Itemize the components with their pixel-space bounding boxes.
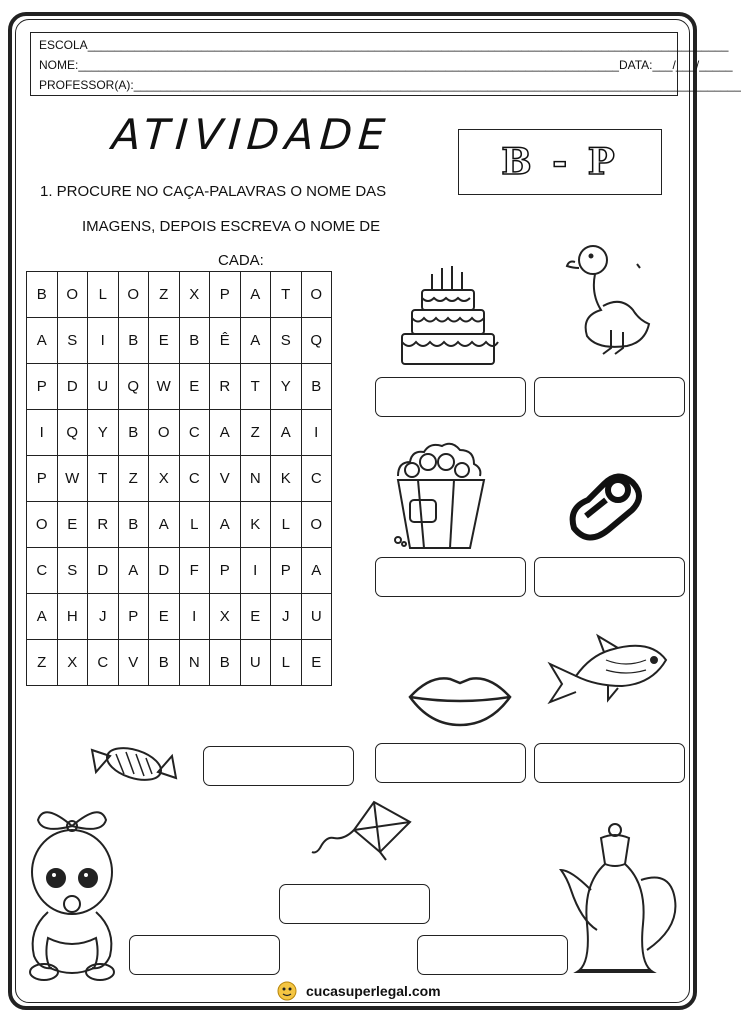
cake-icon	[398, 264, 498, 370]
grid-cell[interactable]: B	[118, 318, 149, 364]
word-search-grid	[26, 271, 332, 686]
grid-cell[interactable]: U	[240, 640, 271, 686]
grid-cell[interactable]: A	[118, 548, 149, 594]
grid-cell[interactable]: A	[149, 502, 180, 548]
name-line: NOME:_________________________________________________________________________________DATA:___/___/_____	[39, 58, 733, 72]
grid-cell[interactable]: A	[301, 548, 332, 594]
grid-cell[interactable]: Y	[88, 410, 119, 456]
grid-cell[interactable]: L	[271, 640, 302, 686]
grid-row	[27, 456, 332, 502]
grid-cell[interactable]: A	[240, 318, 271, 364]
grid-cell[interactable]: A	[271, 410, 302, 456]
grid-cell[interactable]: B	[179, 318, 210, 364]
answer-box-teapot[interactable]	[417, 935, 568, 975]
grid-cell[interactable]: W	[57, 456, 88, 502]
grid-cell[interactable]: R	[88, 502, 119, 548]
grid-cell[interactable]: U	[88, 364, 119, 410]
grid-cell[interactable]: N	[240, 456, 271, 502]
grid-cell[interactable]: P	[118, 594, 149, 640]
grid-cell[interactable]: I	[301, 410, 332, 456]
grid-cell[interactable]: D	[88, 548, 119, 594]
grid-cell[interactable]: Z	[149, 272, 180, 318]
grid-cell[interactable]: P	[210, 548, 241, 594]
grid-cell[interactable]: W	[149, 364, 180, 410]
grid-cell[interactable]: D	[57, 364, 88, 410]
grid-cell[interactable]: K	[240, 502, 271, 548]
grid-cell[interactable]: S	[57, 548, 88, 594]
grid-cell[interactable]: Z	[118, 456, 149, 502]
grid-cell[interactable]: L	[179, 502, 210, 548]
grid-cell[interactable]: Ê	[210, 318, 241, 364]
grid-cell[interactable]: P	[27, 364, 58, 410]
answer-box-fish[interactable]	[534, 743, 685, 783]
school-line: ESCOLA________________________________________________________________________________________________	[39, 38, 729, 52]
grid-cell[interactable]: O	[149, 410, 180, 456]
grid-cell[interactable]: I	[88, 318, 119, 364]
fish-icon	[546, 630, 670, 730]
grid-row	[27, 548, 332, 594]
grid-cell[interactable]: F	[179, 548, 210, 594]
answer-box-candy[interactable]	[203, 746, 354, 786]
duck-icon	[565, 240, 655, 364]
grid-cell[interactable]: E	[149, 594, 180, 640]
grid-cell[interactable]: S	[57, 318, 88, 364]
baby-icon	[18, 808, 126, 984]
grid-row	[27, 318, 332, 364]
grid-cell[interactable]: C	[27, 548, 58, 594]
grid-cell[interactable]: R	[210, 364, 241, 410]
grid-cell[interactable]: L	[271, 502, 302, 548]
grid-cell[interactable]: U	[301, 594, 332, 640]
grid-cell[interactable]: H	[57, 594, 88, 640]
grid-cell[interactable]: X	[149, 456, 180, 502]
grid-row	[27, 410, 332, 456]
popcorn-icon	[388, 440, 488, 552]
grid-cell[interactable]: O	[57, 272, 88, 318]
grid-cell[interactable]: B	[27, 272, 58, 318]
grid-cell[interactable]: I	[240, 548, 271, 594]
grid-row	[27, 502, 332, 548]
grid-cell[interactable]: L	[88, 272, 119, 318]
grid-cell[interactable]: A	[27, 594, 58, 640]
grid-cell[interactable]: B	[118, 410, 149, 456]
grid-cell[interactable]: Q	[57, 410, 88, 456]
grid-cell[interactable]: T	[271, 272, 302, 318]
grid-cell[interactable]: P	[271, 548, 302, 594]
grid-cell[interactable]: O	[27, 502, 58, 548]
grid-cell[interactable]: B	[301, 364, 332, 410]
footer	[276, 980, 441, 1002]
instruction-line-3: CADA:	[218, 252, 264, 269]
grid-cell[interactable]: C	[301, 456, 332, 502]
grid-cell[interactable]: N	[179, 640, 210, 686]
grid-cell[interactable]: O	[301, 272, 332, 318]
grid-cell[interactable]: O	[301, 502, 332, 548]
instruction-line-1: 1. PROCURE NO CAÇA-PALAVRAS O NOME DAS	[40, 183, 387, 200]
answer-box-pacifier[interactable]	[534, 557, 685, 597]
page-title: ATIVIDADE	[110, 110, 393, 159]
answer-box-kite[interactable]	[279, 884, 430, 924]
grid-cell[interactable]: A	[210, 410, 241, 456]
answer-box-lips[interactable]	[375, 743, 526, 783]
grid-cell[interactable]: E	[57, 502, 88, 548]
candy-icon	[88, 738, 180, 790]
grid-cell[interactable]: P	[27, 456, 58, 502]
grid-cell[interactable]: V	[118, 640, 149, 686]
grid-cell[interactable]: Q	[118, 364, 149, 410]
grid-cell[interactable]: I	[27, 410, 58, 456]
grid-cell[interactable]: B	[118, 502, 149, 548]
answer-box-baby[interactable]	[129, 935, 280, 975]
pacifier-icon	[566, 470, 642, 542]
header-box	[30, 32, 741, 96]
grid-cell[interactable]: J	[88, 594, 119, 640]
footer-site[interactable]: cucasuperlegal.com	[306, 983, 441, 999]
answer-box-duck[interactable]	[534, 377, 685, 417]
grid-cell[interactable]: S	[271, 318, 302, 364]
grid-cell[interactable]: D	[149, 548, 180, 594]
grid-cell[interactable]: Q	[301, 318, 332, 364]
grid-cell[interactable]: T	[240, 364, 271, 410]
grid-cell[interactable]: X	[57, 640, 88, 686]
letters-text: B - P	[501, 141, 619, 183]
grid-cell[interactable]: T	[88, 456, 119, 502]
grid-cell[interactable]: I	[179, 594, 210, 640]
grid-cell[interactable]: C	[179, 410, 210, 456]
grid-cell[interactable]: C	[88, 640, 119, 686]
lips-icon	[406, 673, 514, 729]
grid-cell[interactable]: B	[149, 640, 180, 686]
grid-cell[interactable]: E	[149, 318, 180, 364]
grid-cell[interactable]: Y	[271, 364, 302, 410]
grid-cell[interactable]: C	[179, 456, 210, 502]
grid-cell[interactable]: X	[179, 272, 210, 318]
grid-cell[interactable]: X	[210, 594, 241, 640]
grid-cell[interactable]: K	[271, 456, 302, 502]
grid-cell[interactable]: P	[210, 272, 241, 318]
answer-box-cake[interactable]	[375, 377, 526, 417]
grid-cell[interactable]: V	[210, 456, 241, 502]
name-label: NOME:	[39, 58, 79, 72]
letters-box	[458, 129, 662, 195]
grid-cell[interactable]: A	[240, 272, 271, 318]
grid-cell[interactable]: A	[210, 502, 241, 548]
teacher-label: PROFESSOR(A):	[39, 78, 134, 92]
grid-cell[interactable]: E	[301, 640, 332, 686]
grid-cell[interactable]: J	[271, 594, 302, 640]
teacher-line: PROFESSOR(A):___________________________________________________________________________________________	[39, 78, 741, 92]
grid-cell[interactable]: E	[179, 364, 210, 410]
school-label: ESCOLA	[39, 38, 88, 52]
grid-cell[interactable]: O	[118, 272, 149, 318]
grid-cell[interactable]: Z	[240, 410, 271, 456]
grid-row	[27, 594, 332, 640]
instruction-line-2: IMAGENS, DEPOIS ESCREVA O NOME DE	[82, 218, 381, 235]
grid-cell[interactable]: Z	[27, 640, 58, 686]
teapot-icon	[555, 820, 683, 980]
grid-row	[27, 364, 332, 410]
mascot-logo-icon	[276, 980, 298, 1002]
answer-box-popcorn[interactable]	[375, 557, 526, 597]
date-label: DATA:	[618, 58, 653, 72]
kite-icon	[310, 800, 414, 864]
grid-cell[interactable]: E	[240, 594, 271, 640]
grid-cell[interactable]: A	[27, 318, 58, 364]
grid-row	[27, 640, 332, 686]
grid-cell[interactable]: B	[210, 640, 241, 686]
grid-row	[27, 272, 332, 318]
